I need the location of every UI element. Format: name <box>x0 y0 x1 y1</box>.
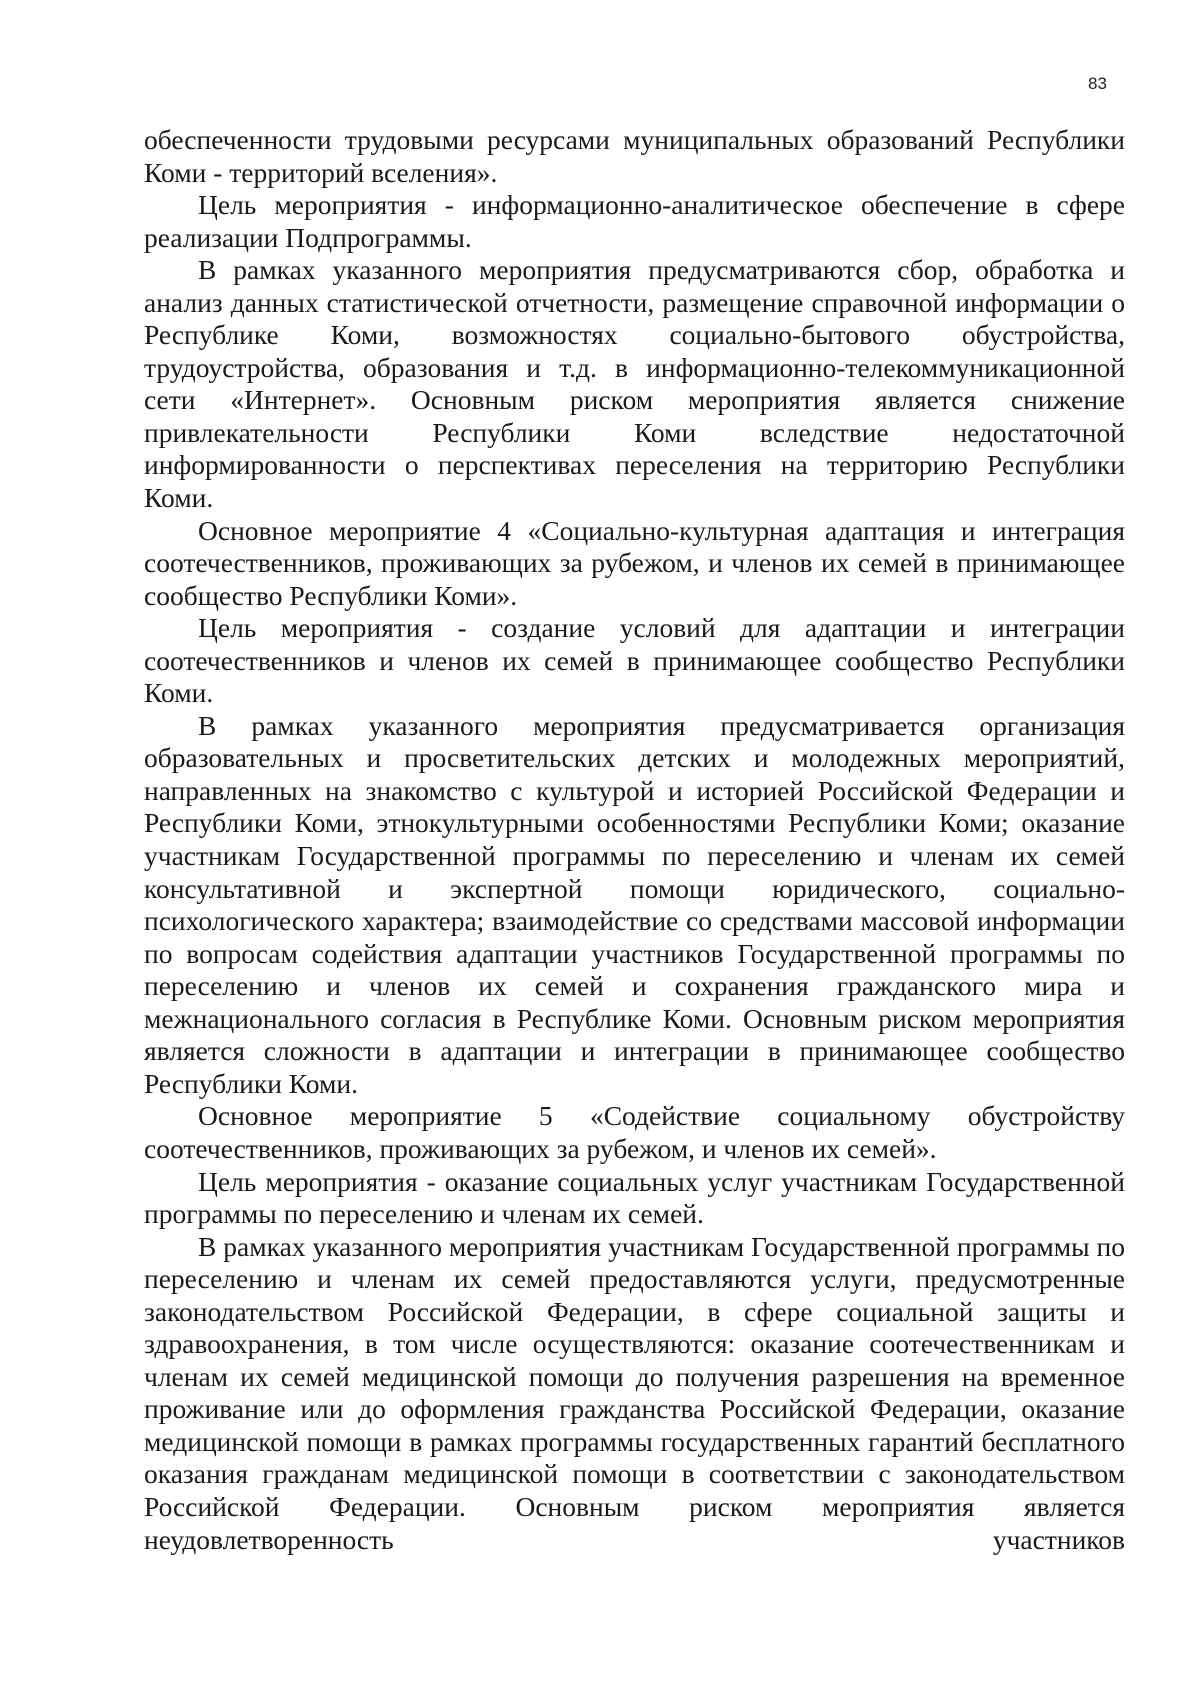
paragraph-analytics-scope: В рамках указанного мероприятия предусматриваются сбор, обработка и анализ данных статистической отчетности, размещение справочной информации о Республике Коми, возможностях социально-бытового обустройства, трудоустройства, образования и т.д. в информационно-телекоммуникационной сети «Интернет». Основным риском мероприятия является снижение привлекательности Республики Коми вследствие недостаточной информированности о перспективах переселения на территорию Республики Коми. <box>144 254 1125 514</box>
paragraph-measure-4-title: Основное мероприятие 4 «Социально-культурная адаптация и интеграция соотечественников, проживающих за рубежом, и членов их семей в принимающее сообщество Республики Коми». <box>144 514 1125 611</box>
page-number: 83 <box>1088 74 1107 93</box>
paragraph-measure-4-scope: В рамках указанного мероприятия предусматривается организация образовательных и просветительских детских и молодежных мероприятий, направленных на знакомство с культурой и историей Российской Федерации и Республики Коми, этнокультурными особенностями Республики Коми; оказание участникам Государственной программы по переселению и членам их семей консультативной и экспертной помощи юридического, социально-психологического характера; взаимодействие со средствами массовой информации по вопросам содействия адаптации участников Государственной программы по переселению и членов их семей и сохранения гражданского мира и межнационального согласия в Республике Коми. Основным риском мероприятия является сложности в адаптации и интеграции в принимающее сообщество Республики Коми. <box>144 709 1125 1099</box>
paragraph-measure-5-scope: В рамках указанного мероприятия участникам Государственной программы по переселению и членам их семей предоставляются услуги, предусмотренные законодательством Российской Федерации, в сфере социальной защиты и здравоохранения, в том числе осуществляются: оказание соотечественникам и членам их семей медицинской помощи до получения разрешения на временное проживание или до оформления гражданства Российской Федерации, оказание медицинской помощи в рамках программы государственных гарантий бесплатного оказания гражданам медицинской помощи в соответствии с законодательством Российской Федерации. Основным риском мероприятия является неудовлетворенность участников <box>144 1230 1125 1555</box>
document-body <box>144 124 1125 1556</box>
paragraph-goal-analytics: Цель мероприятия - информационно-аналитическое обеспечение в сфере реализации Подпрограммы. <box>144 189 1125 253</box>
paragraph-continuation: обеспеченности трудовыми ресурсами муниципальных образований Республики Коми - территорий вселения». <box>144 124 1125 188</box>
paragraph-measure-5-goal: Цель мероприятия - оказание социальных услуг участникам Государственной программы по переселению и членам их семей. <box>144 1165 1125 1230</box>
paragraph-measure-5-title: Основное мероприятие 5 «Содействие социальному обустройству соотечественников, проживающих за рубежом, и членов их семей». <box>144 1100 1125 1164</box>
paragraph-measure-4-goal: Цель мероприятия - создание условий для адаптации и интеграции соотечественников и членов их семей в принимающее сообщество Республики Коми. <box>144 612 1125 709</box>
